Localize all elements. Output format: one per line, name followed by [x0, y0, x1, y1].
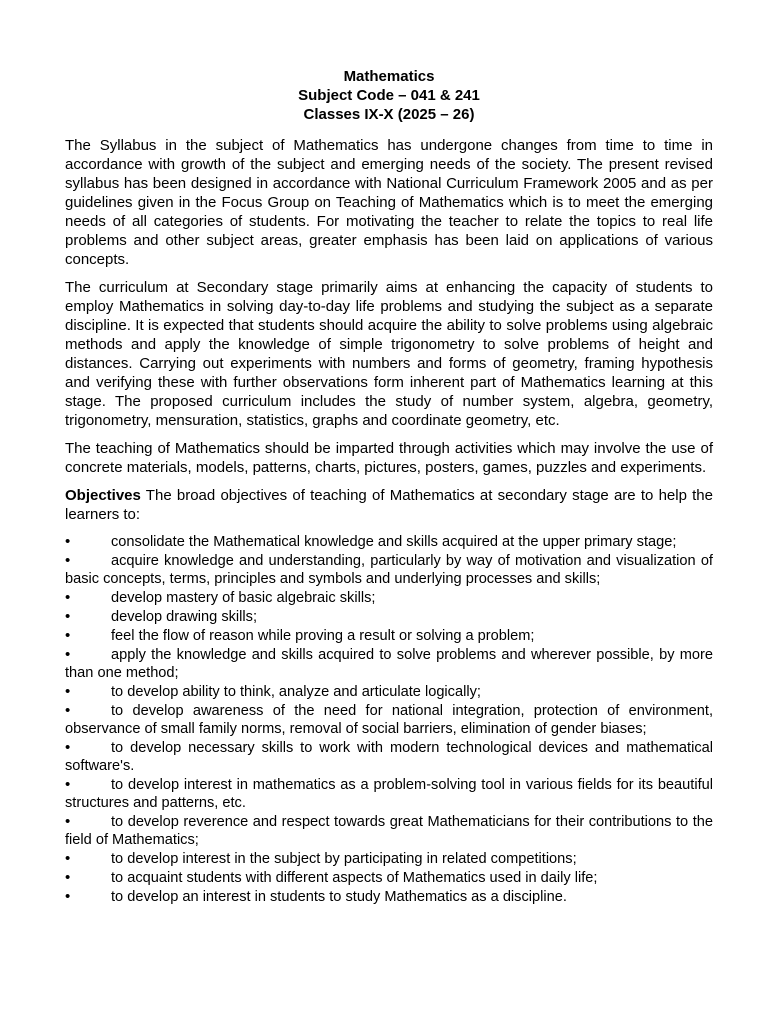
- list-item: [65, 869, 713, 887]
- list-item-text: feel the flow of reason while proving a result or solving a problem;: [111, 628, 535, 644]
- list-item-text: to develop interest in the subject by participating in related competitions;: [111, 851, 577, 867]
- list-item-text: to develop necessary skills to work with modern technological devices and mathematical software's.: [65, 740, 713, 774]
- list-item: [65, 776, 713, 812]
- page-title: Mathematics: [343, 68, 435, 85]
- bullet-icon: •: [65, 888, 71, 905]
- objectives-intro: The broad objectives of teaching of Mathematics at secondary stage are to help the learners to:: [65, 487, 713, 523]
- curriculum-paragraph: The curriculum at Secondary stage primarily aims at enhancing the capacity of students to employ Mathematics in solving day-to-day life problems and studying the subject as a separate discipline. It is expected that students should acquire the ability to solve problems using algebraic methods and apply the knowledge of simple trigonometry to solve problems of height and distances. Carrying out experiments with numbers and forms of geometry, framing hypothesis and verifying these with further observations form inherent part of Mathematics learning at this stage. The proposed curriculum includes the study of number system, algebra, geometry, trigonometry, mensuration, statistics, graphs and coordinate geometry, etc.: [65, 279, 713, 429]
- bullet-icon: •: [65, 533, 71, 550]
- list-item-text: consolidate the Mathematical knowledge and skills acquired at the upper primary stage;: [111, 534, 677, 550]
- list-item: [65, 608, 713, 626]
- list-item-text: to develop ability to think, analyze and articulate logically;: [111, 684, 481, 700]
- bullet-icon: •: [65, 646, 71, 663]
- list-item: [65, 589, 713, 607]
- classes-year: Classes IX-X (2025 – 26): [303, 106, 475, 123]
- bullet-icon: •: [65, 589, 71, 606]
- list-item: [65, 646, 713, 682]
- list-item: [65, 683, 713, 701]
- bullet-icon: •: [65, 608, 71, 625]
- bullet-icon: •: [65, 813, 71, 830]
- list-item-text: to acquaint students with different aspects of Mathematics used in daily life;: [111, 870, 598, 886]
- bullet-icon: •: [65, 627, 71, 644]
- bullet-icon: •: [65, 869, 71, 886]
- bullet-icon: •: [65, 683, 71, 700]
- list-item: [65, 552, 713, 588]
- objectives-label: Objectives: [65, 487, 141, 504]
- list-item-text: to develop reverence and respect towards great Mathematicians for their contributions to the field of Mathematics;: [65, 814, 713, 848]
- list-item-text: to develop interest in mathematics as a problem-solving tool in various fields for its beautiful structures and patterns, etc.: [65, 777, 713, 811]
- list-item: [65, 888, 713, 906]
- list-item: [65, 702, 713, 738]
- list-item: [65, 533, 713, 551]
- list-item-text: to develop awareness of the need for national integration, protection of environment, observance of small family norms, removal of social barriers, elimination of gender biases;: [65, 703, 713, 737]
- bullet-icon: •: [65, 776, 71, 793]
- teaching-paragraph: The teaching of Mathematics should be imparted through activities which may involve the use of concrete materials, models, patterns, charts, pictures, posters, games, puzzles and experiments.: [65, 440, 713, 476]
- list-item-text: develop mastery of basic algebraic skills;: [111, 590, 376, 606]
- bullet-icon: •: [65, 702, 71, 719]
- list-item-text: to develop an interest in students to study Mathematics as a discipline.: [111, 889, 567, 905]
- list-item-text: acquire knowledge and understanding, particularly by way of motivation and visualization of basic concepts, terms, principles and symbols and underlying processes and skills;: [65, 553, 713, 587]
- list-item: [65, 739, 713, 775]
- bullet-icon: •: [65, 739, 71, 756]
- list-item: [65, 850, 713, 868]
- subject-code: Subject Code – 041 & 241: [298, 87, 480, 104]
- intro-paragraph: The Syllabus in the subject of Mathematics has undergone changes from time to time in accordance with growth of the subject and emerging needs of the society. The present revised syllabus has been designed in accordance with National Curriculum Framework 2005 and as per guidelines given in the Focus Group on Teaching of Mathematics which is to meet the emerging needs of all categories of students. For motivating the teacher to relate the topics to real life problems and other subject areas, greater emphasis has been laid on applications of various concepts.: [65, 137, 713, 268]
- document-page: [65, 67, 713, 907]
- objectives-list: [65, 533, 713, 906]
- bullet-icon: •: [65, 850, 71, 867]
- list-item: [65, 627, 713, 645]
- bullet-icon: •: [65, 552, 71, 569]
- document-header: [65, 67, 713, 124]
- list-item: [65, 813, 713, 849]
- list-item-text: develop drawing skills;: [111, 609, 258, 625]
- objectives-paragraph: [65, 486, 713, 524]
- list-item-text: apply the knowledge and skills acquired to solve problems and wherever possible, by more than one method;: [65, 647, 713, 681]
